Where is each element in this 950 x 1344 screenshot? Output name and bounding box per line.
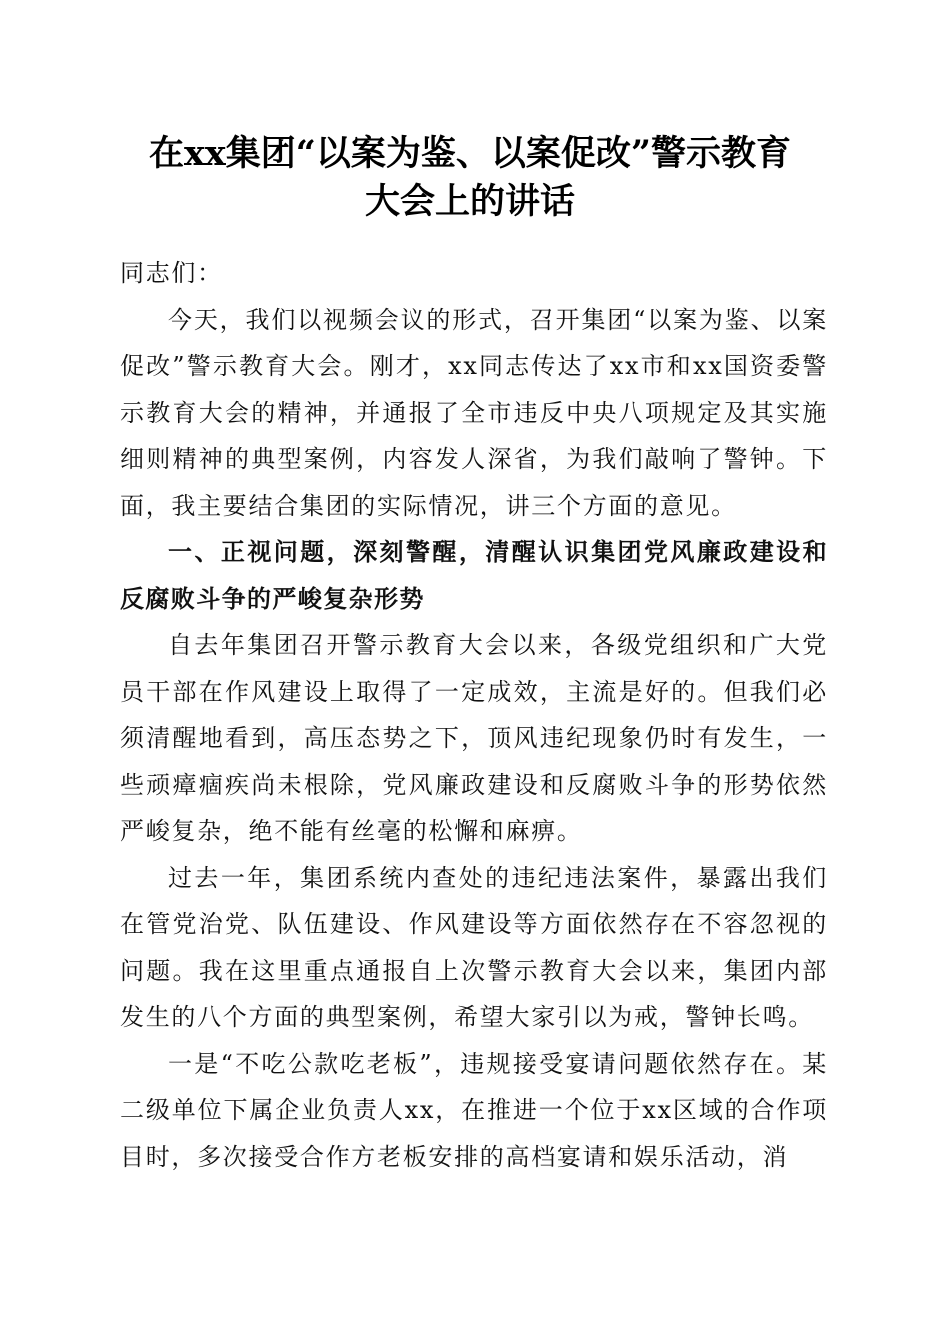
paragraph-opening: 今天，我们以视频会议的形式，召开集团“以案为鉴、以案促改”警示教育大会。刚才，xx同志传达了xx市和xx国资委警示教育大会的精神，并通报了全市违反中央八项规定及其实施细则精神的典型案例，内容发人深省，为我们敲响了警钟。下面，我主要结合集团的实际情况，讲三个方面的意见。	[120, 305, 828, 520]
paragraph-cases-intro: 过去一年，集团系统内查处的违纪违法案件，暴露出我们在管党治党、队伍建设、作风建设等方面依然存在不容忽视的问题。我在这里重点通报自上次警示教育大会以来，集团内部发生的八个方面的典型案例，希望大家引以为戒，警钟长鸣。	[120, 863, 828, 1031]
paragraph-case-1: 一是“不吃公款吃老板”，违规接受宴请问题依然存在。某二级单位下属企业负责人xx，在推进一个位于xx区域的合作项目时，多次接受合作方老板安排的高档宴请和娱乐活动，消	[120, 1049, 828, 1171]
salutation: 同志们：	[120, 259, 223, 287]
title-line-1: 在xx集团“以案为鉴、以案促改”警示教育	[149, 133, 791, 174]
paragraph-situation: 自去年集团召开警示教育大会以来，各级党组织和广大党员干部在作风建设上取得了一定成效，主流是好的。但我们必须清醒地看到，高压态势之下，顶风违纪现象仍时有发生，一些顽瘴痼疾尚未根除，党风廉政建设和反腐败斗争的形势依然严峻复杂，绝不能有丝毫的松懈和麻痹。	[120, 631, 828, 845]
document-body	[120, 250, 828, 1180]
section-heading-1: 一、正视问题，深刻警醒，清醒认识集团党风廉政建设和反腐败斗争的严峻复杂形势	[120, 538, 828, 613]
title-line-2: 大会上的讲话	[364, 181, 575, 222]
document-title	[100, 130, 840, 226]
